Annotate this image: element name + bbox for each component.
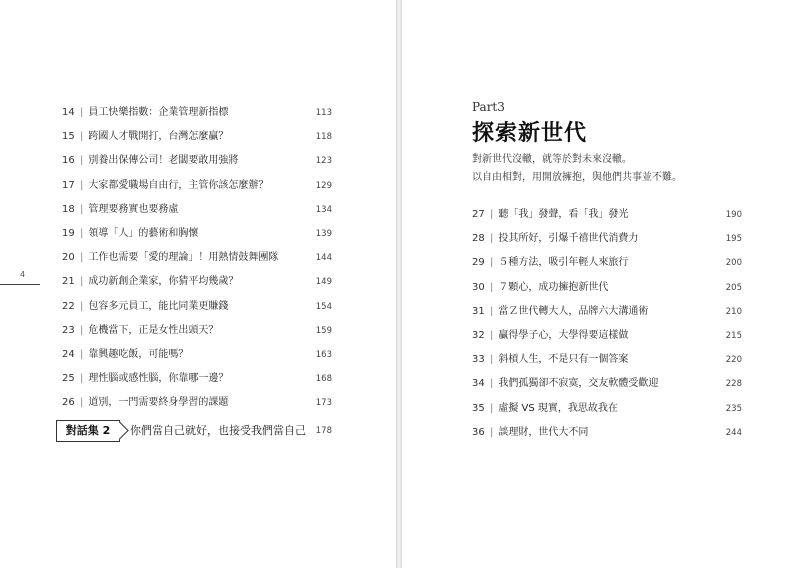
entry-number: 26 <box>62 397 75 409</box>
entry-separator: | <box>490 378 494 390</box>
entry-title: 虛擬 VS 現實，我思故我在 <box>498 402 618 414</box>
entry-number: 35 <box>472 402 485 414</box>
entry-number: 14 <box>62 107 75 118</box>
entry-title: 投其所好，引爆千禧世代消費力 <box>498 233 639 245</box>
page-number: 4 <box>20 270 26 279</box>
entry-title: 當Ｚ世代轉大人，品牌六大溝通術 <box>498 305 649 317</box>
entry-page-number: 210 <box>725 306 742 317</box>
entry-title: 大家都愛職場自由行，主管你該怎麼辦？ <box>88 179 269 191</box>
entry-page-number: 190 <box>725 210 742 220</box>
toc-entry[interactable] <box>62 177 332 195</box>
toc-entry[interactable] <box>472 279 742 297</box>
entry-number: 16 <box>62 155 75 167</box>
entry-title: 道別，一門需要終身學習的課題 <box>88 397 229 409</box>
entry-number: 29 <box>472 257 485 269</box>
entry-separator: | <box>80 203 84 215</box>
entry-page-number: 228 <box>725 379 742 390</box>
entry-page-number: 149 <box>315 277 332 288</box>
entry-separator: | <box>490 233 494 245</box>
intro-line-2: 以自由相對，用開放擁抱，與他們共事並不難。 <box>472 172 682 183</box>
toc-entry[interactable] <box>472 375 742 393</box>
entry-title: 我們孤獨卻不寂寞，交友軟體受歡迎 <box>498 378 659 390</box>
entry-separator: | <box>80 324 84 336</box>
entry-separator: | <box>490 257 494 269</box>
entry-number: 15 <box>62 131 75 143</box>
entry-page-number: 159 <box>315 325 332 336</box>
entry-title: 靠興趣吃飯，可能嗎？ <box>88 349 189 360</box>
toc-entry[interactable] <box>62 249 332 267</box>
entry-title: 員工快樂指數：企業管理新指標 <box>88 107 229 118</box>
page-number-rule <box>0 284 40 285</box>
entry-page-number: 195 <box>725 234 742 245</box>
toc-entry[interactable] <box>472 254 742 272</box>
entry-separator: | <box>490 402 494 414</box>
entry-number: 25 <box>62 373 75 385</box>
entry-page-number: 134 <box>315 204 332 215</box>
toc-entry[interactable] <box>62 346 332 364</box>
entry-title: 包容多元員工，能比同業更賺錢 <box>88 300 229 312</box>
toc-entry[interactable] <box>472 303 742 321</box>
entry-title: 贏得學子心，大學得要這樣做 <box>498 330 629 341</box>
entry-title: 別養出保傳公司！老闆要敢用強將 <box>88 155 239 167</box>
right-page <box>402 0 800 568</box>
entry-page-number: 173 <box>315 398 332 409</box>
entry-title: 領導「人」的藝術和胸懷 <box>88 228 199 239</box>
entry-page-number: 123 <box>315 156 332 167</box>
entry-title: ５種方法，吸引年輕人來旅行 <box>498 257 629 269</box>
entry-number: 22 <box>62 300 75 312</box>
entry-title: 成功新創企業家，你猜平均幾歲？ <box>88 276 239 288</box>
toc-entry[interactable] <box>472 424 742 442</box>
toc-entry[interactable] <box>62 128 332 146</box>
toc-entry[interactable] <box>62 394 332 412</box>
entry-title: 跨國人才戰開打，台灣怎麼贏？ <box>88 131 229 143</box>
entry-separator: | <box>80 228 84 239</box>
entry-separator: | <box>80 373 84 385</box>
entry-number: 23 <box>62 324 75 336</box>
entry-number: 33 <box>472 354 485 366</box>
toc-entry[interactable] <box>472 327 742 345</box>
toc-entry[interactable] <box>62 273 332 291</box>
entry-separator: | <box>490 330 494 341</box>
dialog-page-number: 178 <box>315 426 332 436</box>
entry-separator: | <box>490 426 494 438</box>
entry-separator: | <box>80 155 84 167</box>
entry-page-number: 205 <box>725 282 742 293</box>
entry-title: 工作也需要「愛的理論」！用熱情鼓舞團隊 <box>88 252 279 264</box>
entry-number: 19 <box>62 228 75 239</box>
entry-number: 18 <box>62 203 75 215</box>
toc-entry[interactable] <box>62 322 332 340</box>
entry-page-number: 154 <box>315 301 332 312</box>
dialog-entry[interactable] <box>56 420 332 442</box>
toc-entry[interactable] <box>62 298 332 316</box>
entry-page-number: 113 <box>315 108 332 118</box>
entry-title: 斜槓人生，不是只有一個答案 <box>498 354 629 366</box>
dialog-title: 你們當自己就好，也接受我們當自己 <box>130 424 306 437</box>
entry-page-number: 139 <box>315 229 332 239</box>
entry-page-number: 200 <box>725 258 742 269</box>
entry-title: 管理要務實也要務虛 <box>88 203 179 215</box>
entry-title: ７顆心，成功擁抱新世代 <box>498 281 609 293</box>
entry-number: 21 <box>62 276 75 288</box>
entry-number: 32 <box>472 330 485 341</box>
entry-separator: | <box>490 281 494 293</box>
part-label: Part3 <box>472 100 505 114</box>
toc-entry[interactable] <box>472 400 742 418</box>
entry-title: 危機當下，正是女性出頭天？ <box>88 324 219 336</box>
entry-title: 談理財，世代大不同 <box>498 426 589 438</box>
entry-separator: | <box>80 349 84 360</box>
entry-page-number: 220 <box>725 355 742 366</box>
entry-separator: | <box>490 305 494 317</box>
entry-separator: | <box>80 397 84 409</box>
toc-entry[interactable] <box>472 206 742 224</box>
entry-page-number: 129 <box>315 180 332 191</box>
left-page <box>0 0 396 568</box>
entry-separator: | <box>490 354 494 366</box>
entry-separator: | <box>80 107 84 118</box>
entry-separator: | <box>490 209 494 220</box>
entry-number: 20 <box>62 252 75 264</box>
entry-page-number: 244 <box>725 427 742 438</box>
entry-separator: | <box>80 179 84 191</box>
entry-number: 31 <box>472 305 485 317</box>
toc-entry[interactable] <box>62 225 332 243</box>
entry-separator: | <box>80 252 84 264</box>
toc-entry[interactable] <box>472 230 742 248</box>
entry-title: 聽「我」發聲，看「我」發光 <box>498 209 629 220</box>
entry-separator: | <box>80 131 84 143</box>
part-title: 探索新世代 <box>472 120 588 146</box>
entry-number: 17 <box>62 179 75 191</box>
dialog-badge: 對話集 2 <box>56 420 120 442</box>
entry-separator: | <box>80 276 84 288</box>
entry-title: 理性腦或感性腦，你靠哪一邊？ <box>88 373 229 385</box>
entry-page-number: 118 <box>315 132 332 143</box>
entry-page-number: 168 <box>315 374 332 385</box>
entry-number: 30 <box>472 281 485 293</box>
entry-page-number: 215 <box>725 331 742 341</box>
entry-number: 28 <box>472 233 485 245</box>
toc-entry[interactable] <box>62 152 332 170</box>
entry-number: 34 <box>472 378 485 390</box>
toc-entry[interactable] <box>62 370 332 388</box>
intro-line-1: 對新世代沒轍，就等於對未來沒轍。 <box>472 154 632 165</box>
entry-page-number: 144 <box>315 253 332 264</box>
entry-separator: | <box>80 300 84 312</box>
toc-entry[interactable] <box>472 351 742 369</box>
entry-page-number: 235 <box>725 403 742 414</box>
entry-number: 24 <box>62 349 75 360</box>
toc-entry[interactable] <box>62 201 332 219</box>
entry-page-number: 163 <box>315 350 332 360</box>
toc-entry[interactable] <box>62 104 332 122</box>
entry-number: 27 <box>472 209 485 220</box>
entry-number: 36 <box>472 426 485 438</box>
